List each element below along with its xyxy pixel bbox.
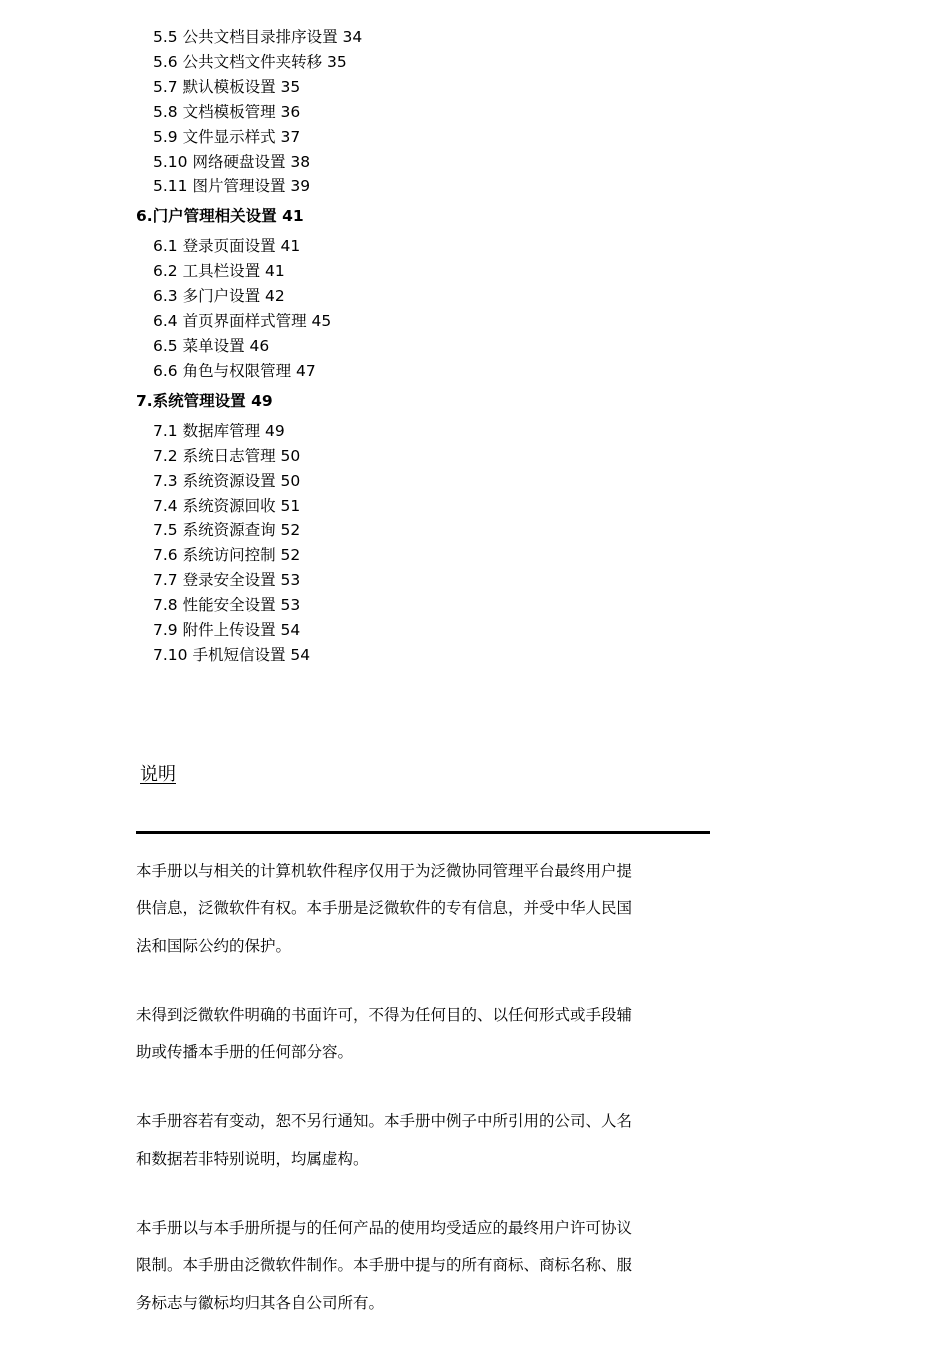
toc-item-5-6[interactable]: 5.6 公共文档文件夹转移 35	[153, 52, 347, 71]
toc-item-6-6[interactable]: 6.6 角色与权限管理 47	[153, 361, 316, 380]
paragraph-line: 未得到泛微软件明确的书面许可，不得为任何目的、以任何形式或手段辅	[136, 1005, 633, 1024]
toc-item-5-9[interactable]: 5.9 文件显示样式 37	[153, 127, 301, 146]
notice-paragraph-changes	[136, 1103, 656, 1178]
toc-item-7-5[interactable]: 7.5 系统资源查询 52	[153, 521, 301, 540]
toc-item-5-8[interactable]: 5.8 文档模板管理 36	[153, 102, 301, 121]
paragraph-line: 法和国际公约的保护。	[136, 936, 292, 955]
toc-item-6-4[interactable]: 6.4 首页界面样式管理 45	[153, 312, 332, 331]
toc-item-7-7[interactable]: 7.7 登录安全设置 53	[153, 571, 301, 590]
notice-paragraph-permission	[136, 997, 656, 1072]
toc-item-5-10[interactable]: 5.10 网络硬盘设置 38	[153, 152, 311, 171]
toc-item-7-2[interactable]: 7.2 系统日志管理 50	[153, 446, 301, 465]
paragraph-line: 和数据若非特别说明，均属虚构。	[136, 1149, 369, 1168]
notice-paragraph-license	[136, 1210, 656, 1322]
toc-item-7-8[interactable]: 7.8 性能安全设置 53	[153, 596, 301, 615]
toc-item-6-3[interactable]: 6.3 多门户设置 42	[153, 287, 285, 306]
toc-item-7-4[interactable]: 7.4 系统资源回收 51	[153, 496, 301, 515]
notice-title: 说明	[140, 764, 176, 785]
toc-item-6-5[interactable]: 6.5 菜单设置 46	[153, 336, 270, 355]
toc-item-5-11[interactable]: 5.11 图片管理设置 39	[153, 177, 311, 196]
toc-item-5-7[interactable]: 5.7 默认模板设置 35	[153, 77, 301, 96]
toc-item-7-10[interactable]: 7.10 手机短信设置 54	[153, 645, 311, 664]
paragraph-line: 本手册容若有变动，恕不另行通知。本手册中例子中所引用的公司、人名	[136, 1112, 633, 1131]
paragraph-line: 助或传播本手册的任何部分容。	[136, 1043, 354, 1062]
horizontal-divider	[136, 831, 710, 834]
toc-item-7-6[interactable]: 7.6 系统访问控制 52	[153, 546, 301, 565]
table-of-contents	[136, 25, 836, 668]
notice-body	[136, 853, 656, 1354]
paragraph-line: 本手册以与本手册所提与的任何产品的使用均受适应的最终用户许可协议	[136, 1219, 633, 1238]
toc-item-6-1[interactable]: 6.1 登录页面设置 41	[153, 237, 301, 256]
paragraph-line: 限制。本手册由泛微软件制作。本手册中提与的所有商标、商标名称、服	[136, 1256, 633, 1275]
notice-paragraph-copyright	[136, 853, 656, 965]
paragraph-line: 务标志与徽标均归其各自公司所有。	[136, 1293, 385, 1312]
paragraph-line: 本手册以与相关的计算机软件程序仅用于为泛微协同管理平台最终用户提	[136, 862, 633, 880]
toc-heading-section-6[interactable]: 6.门户管理相关设置 41	[136, 207, 304, 226]
toc-item-6-2[interactable]: 6.2 工具栏设置 41	[153, 262, 285, 281]
toc-heading-section-7[interactable]: 7.系统管理设置 49	[136, 391, 273, 410]
toc-item-5-5[interactable]: 5.5 公共文档目录排序设置 34	[153, 28, 363, 46]
paragraph-line: 供信息，泛微软件有权。本手册是泛微软件的专有信息，并受中华人民国	[136, 899, 633, 918]
toc-item-7-9[interactable]: 7.9 附件上传设置 54	[153, 621, 301, 640]
toc-item-7-3[interactable]: 7.3 系统资源设置 50	[153, 471, 301, 490]
toc-item-7-1[interactable]: 7.1 数据库管理 49	[153, 421, 285, 440]
